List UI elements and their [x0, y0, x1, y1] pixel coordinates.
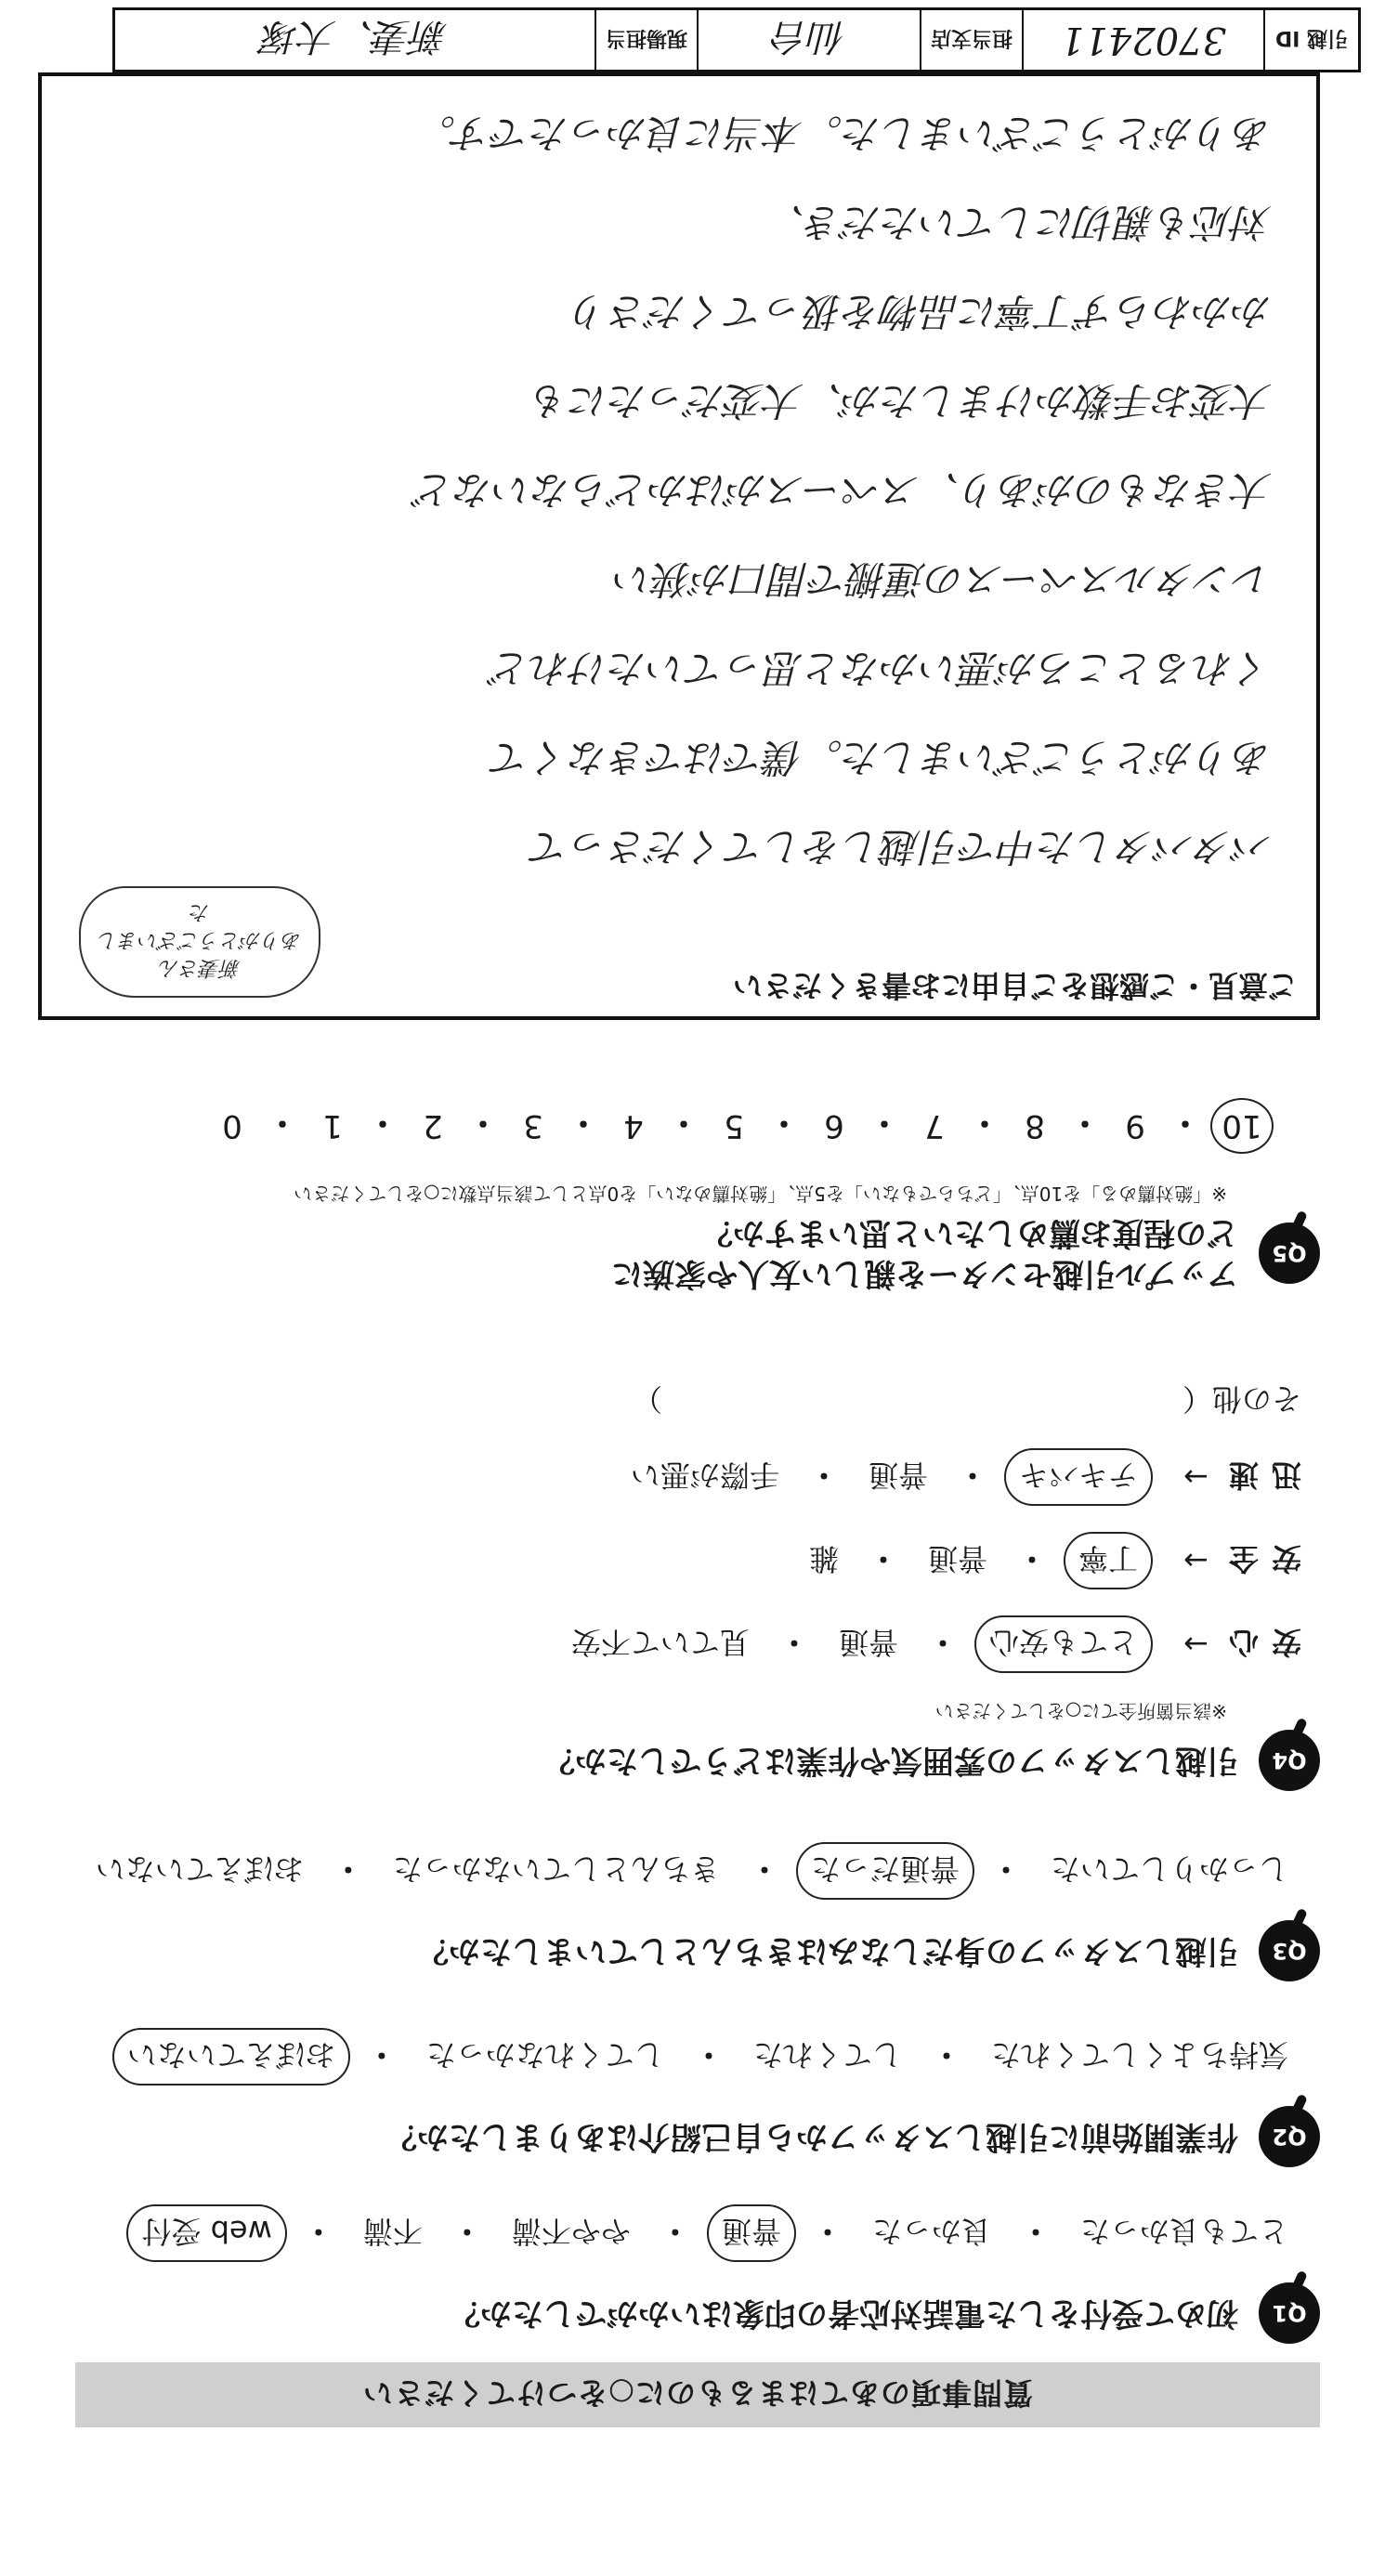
q4-safety-option-3[interactable]: 雑	[808, 1541, 839, 1576]
q4-text: 引越しスタッフの雰囲気や作業はどうでしたか？	[543, 1742, 1238, 1779]
scale-separator: ・	[1069, 1104, 1101, 1142]
q4-row-label: 安心	[1215, 1625, 1301, 1660]
q4-badge: Q4	[1259, 1730, 1320, 1791]
q1-text: 初めて受付をした電話対応者の印象はいかがでしたか？	[449, 2295, 1238, 2332]
scale-separator: ・	[869, 1104, 900, 1142]
thanks-balloon	[79, 886, 320, 998]
q3-options: しっかりしていた ・ 普通だった ・ きちんとしていなかった ・ おぼえていない	[38, 1842, 1301, 1900]
q5-badge: Q5	[1259, 1223, 1320, 1284]
q4-note: ※該当箇所全てに○をしてください	[934, 1700, 1227, 1722]
leader-value: 新妻、大塚	[115, 10, 596, 70]
comment-line: 大きなものがあり、スペースがはかどらないなど	[415, 467, 1272, 513]
q4-relief-option-1[interactable]: とても安心	[974, 1615, 1153, 1673]
q5-note: ※「絶対薦める」を10点、「どちらでもない」を5点、「絶対薦めない」を0点として該当点数に○をしてください	[294, 1183, 1227, 1205]
q4-safety-option-2[interactable]: 普通	[927, 1541, 987, 1576]
q4-safety-option-1[interactable]: 丁寧	[1064, 1532, 1153, 1589]
scale-option-5[interactable]: 5	[724, 1107, 744, 1144]
comment-title: ご意見・ご感想をご自由にお書きください	[732, 968, 1298, 1003]
q1-badge: Q1	[1259, 2282, 1320, 2344]
q4-relief-option-2[interactable]: 普通	[838, 1625, 898, 1660]
comment-box	[38, 72, 1320, 1020]
scale-option-7[interactable]: 7	[924, 1107, 945, 1144]
leader-label: 現場担当	[596, 10, 699, 70]
q1-options: とても良かった ・ 良かった ・ 普通 ・ やや不満 ・ 不満 ・ web 受付	[38, 2204, 1301, 2262]
q2-option-did-not[interactable]: してくれなかった	[425, 2037, 664, 2073]
q2-badge: Q2	[1259, 2106, 1320, 2167]
q4-row-speed: 迅速 → テキパキ ・ 普通 ・ 手際が悪い	[38, 1448, 1301, 1506]
q4-row-label: 安全	[1215, 1541, 1301, 1576]
q2-option-pleasant[interactable]: 気持ちよくしてくれた	[990, 2037, 1288, 2073]
q3-option-not-neat[interactable]: きちんとしていなかった	[392, 1851, 720, 1887]
q4-speed-option-3[interactable]: 手際が悪い	[630, 1458, 779, 1493]
q3-option-dont-remember[interactable]: おぼえていない	[95, 1851, 304, 1887]
scale-option-10[interactable]: 10	[1210, 1098, 1274, 1154]
q1-option-unsatisfied[interactable]: 不満	[362, 2214, 423, 2249]
question-4	[38, 1380, 1320, 1791]
scale-option-4[interactable]: 4	[623, 1107, 644, 1144]
scale-option-2[interactable]: 2	[423, 1107, 443, 1144]
scale-option-0[interactable]: 0	[222, 1107, 242, 1144]
top-margin	[75, 2517, 1320, 2576]
q4-other-close: ）	[632, 1381, 662, 1417]
comment-line: ありがとうございました。僕ではできなくて	[490, 735, 1272, 780]
scale-option-3[interactable]: 3	[523, 1107, 543, 1144]
q1-option-good[interactable]: 良かった	[871, 2214, 991, 2249]
comment-line: バタバタした中で引越しをしてくださって	[530, 824, 1272, 870]
q1-option-somewhat-unsatisfied[interactable]: やや不満	[511, 2214, 631, 2249]
q2-option-did[interactable]: してくれた	[752, 2037, 902, 2073]
scale-separator: ・	[1169, 1104, 1201, 1142]
q3-option-normal[interactable]: 普通だった	[796, 1842, 974, 1900]
footer-table	[112, 7, 1361, 72]
q2-text: 作業開始前に引越しスタッフから自己紹介はありましたか？	[385, 2118, 1238, 2155]
q5-text-line2: どの程度お薦めしたいと思いますか？	[701, 1214, 1238, 1251]
scale-option-9[interactable]: 9	[1125, 1107, 1145, 1144]
scale-separator: ・	[668, 1104, 699, 1142]
instruction-text: 質問事項のあてはまるものに○をつけてください	[362, 2375, 1033, 2411]
q4-other-label: その他（	[1182, 1381, 1301, 1417]
balloon-line-1: 新妻さん	[159, 956, 242, 979]
comment-line: 大変お手数かけましたが、大変だったにも	[529, 378, 1272, 424]
balloon-line-2: ありがとうございました	[98, 900, 303, 951]
q4-row-label: 迅速	[1215, 1458, 1301, 1493]
id-value: 3702411	[1024, 10, 1265, 70]
scale-option-1[interactable]: 1	[322, 1107, 343, 1144]
question-3	[38, 1842, 1320, 1981]
scale-separator: ・	[267, 1104, 298, 1142]
scale-separator: ・	[467, 1104, 499, 1142]
scale-separator: ・	[768, 1104, 800, 1142]
comment-line: くれるところが悪いかなと思っていたけれど	[490, 646, 1272, 691]
q3-badge: Q3	[1259, 1920, 1320, 1981]
question-2	[38, 2028, 1320, 2167]
comment-line: かかわらず丁寧に品物を扱ってくださり	[568, 289, 1272, 334]
branch-value: 仙台	[699, 10, 921, 70]
q1-option-web[interactable]: web 受付	[126, 2204, 286, 2262]
scale-option-8[interactable]: 8	[1025, 1107, 1045, 1144]
q3-text: 引越しスタッフの身だしなみはきちんとしていましたか？	[417, 1932, 1238, 1969]
q5-text-line1: アップル引越センターを親しい友人や家族に	[611, 1255, 1238, 1292]
q5-scale	[38, 1098, 1274, 1154]
instruction-header	[75, 2362, 1320, 2427]
comment-line: 対応も親切にしていただき、	[765, 200, 1272, 245]
q4-row-safety: 安全 → 丁寧 ・ 普通 ・ 雑	[38, 1532, 1301, 1589]
q1-option-normal[interactable]: 普通	[707, 2204, 796, 2262]
q4-speed-option-1[interactable]: テキパキ	[1004, 1448, 1153, 1506]
q4-row-relief: 安心 → とても安心 ・ 普通 ・ 見ていて不安	[38, 1615, 1301, 1673]
question-5	[38, 1098, 1320, 1294]
q2-options: 気持ちよくしてくれた ・ してくれた ・ してくれなかった ・ おぼえていない	[38, 2028, 1301, 2086]
scale-separator: ・	[367, 1104, 398, 1142]
q3-option-neat[interactable]: しっかりしていた	[1050, 1851, 1288, 1887]
scale-separator: ・	[568, 1104, 599, 1142]
id-label: 引越 ID	[1265, 10, 1358, 70]
branch-label: 担当支店	[921, 10, 1024, 70]
q4-row-other	[38, 1380, 1301, 1422]
q4-relief-option-3[interactable]: 見ていて不安	[570, 1625, 750, 1660]
comment-line: レンタルスペースの運搬で間口が狭い	[614, 556, 1272, 602]
q4-speed-option-2[interactable]: 普通	[868, 1458, 928, 1493]
question-1	[38, 2204, 1320, 2344]
scale-option-6[interactable]: 6	[824, 1107, 844, 1144]
comment-line: ありがとうございました。本当に良かったです。	[416, 111, 1272, 156]
q1-option-very-good[interactable]: とても良かった	[1079, 2214, 1288, 2249]
q2-option-dont-remember[interactable]: おぼえていない	[112, 2028, 350, 2086]
scale-separator: ・	[969, 1104, 1000, 1142]
